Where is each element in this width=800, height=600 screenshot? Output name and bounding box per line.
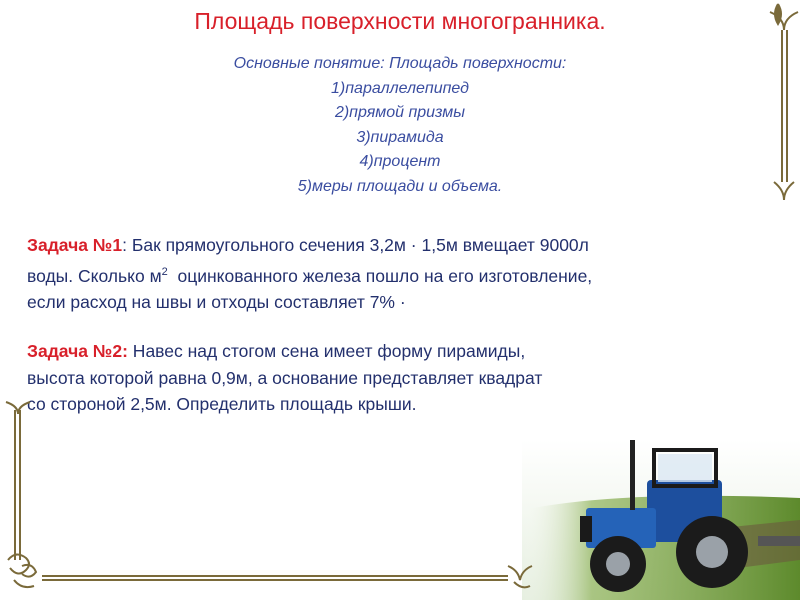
task-1-line-1: Бак прямоугольного сечения 3,2м · 1,5м вмещает 9000л xyxy=(126,235,589,255)
concept-item: 4)процент xyxy=(359,153,441,170)
task-2-label: Задача №2: xyxy=(27,341,128,361)
task-2-line-2: высота которой равна 0,9м, а основание представляет квадрат xyxy=(27,367,543,388)
task-1-line-2a: воды. Сколько м xyxy=(27,265,162,286)
task-2-line-1: Навес над стогом сена имеет форму пирамиды, xyxy=(127,341,526,361)
task-1-line-2b: оцинкованного железа пошло на его изготовление, xyxy=(167,265,593,286)
task-1-colon: : xyxy=(122,235,127,255)
task-2 xyxy=(27,338,747,418)
slide-title: Площадь поверхности многогранника. xyxy=(194,8,606,34)
task-2-line-3: со стороной 2,5м. Определить площадь крыши. xyxy=(27,394,417,414)
task-1-label: Задача №1 xyxy=(27,235,123,255)
task-1-superscript: 2 xyxy=(161,265,168,278)
concept-item: 1)параллелепипед xyxy=(331,79,469,97)
concept-item: 5)меры площади и объема. xyxy=(297,177,503,195)
concepts-list xyxy=(100,52,700,199)
concept-item: 2)прямой призмы xyxy=(334,104,466,121)
task-1-line-3: если расход на швы и отходы составляет 7% · xyxy=(27,291,406,312)
concept-item: 3)пирамида xyxy=(356,128,444,146)
concepts-heading: Основные понятие: Площадь поверхности: xyxy=(233,55,567,72)
task-1 xyxy=(27,232,747,315)
tractor-image xyxy=(522,440,800,600)
